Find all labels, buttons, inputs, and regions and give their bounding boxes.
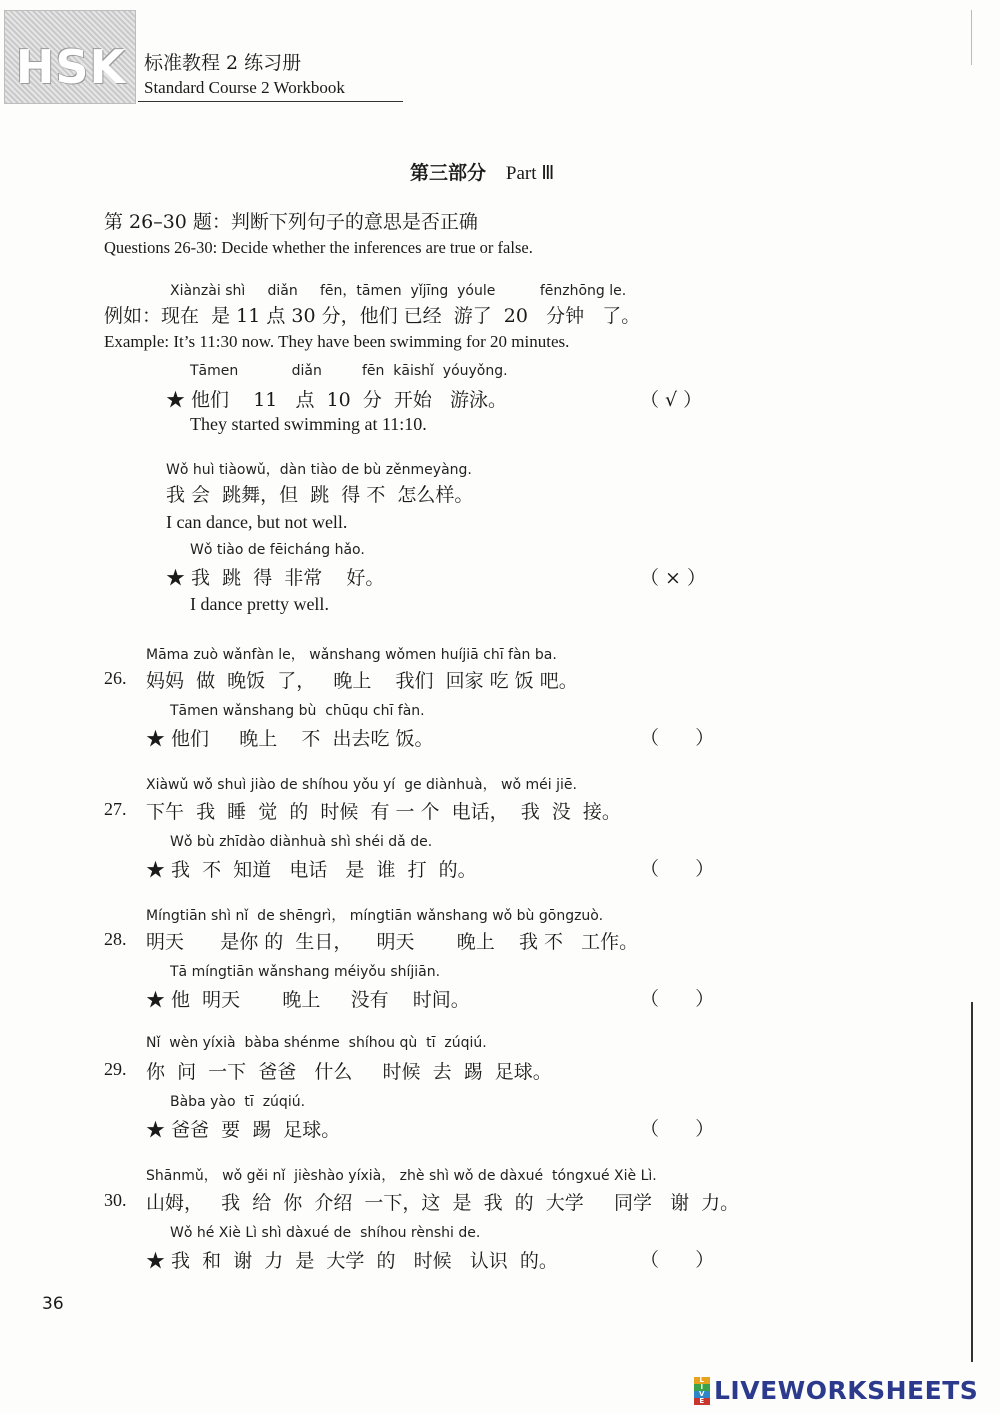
q28-number: 28. (104, 929, 127, 949)
q30-pinyin: Shānmǔ， wǒ gěi nǐ jièshào yíxià， zhè shì wǒ de dàxué tóngxué Xiè Lì. (146, 1168, 657, 1184)
q28-answer-blank[interactable]: （ ） (640, 988, 715, 1010)
q30-statement-pinyin: Wǒ hé Xiè Lì shì dàxué de shíhou rènshi de. (170, 1225, 481, 1241)
q27-number: 27. (104, 799, 127, 819)
q27-statement-pinyin: Wǒ bù zhīdào diànhuà shì shéi dǎ de. (170, 834, 433, 850)
badge-letter-e: E (694, 1398, 710, 1405)
header-rule (138, 101, 403, 102)
example-statement: ★ 他们 11 点 10 分 开始 游泳。 (166, 389, 508, 411)
q26-number: 26. (104, 668, 127, 688)
q27-answer-blank[interactable]: （ ） (640, 858, 715, 880)
q28-statement: ★ 他 明天 晚上 没有 时间。 (146, 989, 470, 1011)
q26-pinyin: Māma zuò wǎnfàn le， wǎnshang wǒmen huíjiā chī fàn ba. (146, 647, 557, 663)
book-title-en: Standard Course 2 Workbook (144, 78, 345, 97)
q28-statement-pinyin: Tā míngtiān wǎnshang méiyǒu shíjiān. (170, 964, 441, 980)
liveworksheets-badge-icon (694, 1377, 710, 1405)
q30-answer-blank[interactable]: （ ） (640, 1249, 715, 1271)
part-title-cn: 第三部分 (410, 162, 487, 184)
q27-text: 下午 我 睡 觉 的 时候 有 一 个 电话， 我 没 接。 (146, 801, 621, 823)
q30-number: 30. (104, 1190, 127, 1210)
q29-answer-blank[interactable]: （ ） (640, 1118, 715, 1140)
example2-english: I can dance, but not well. (166, 512, 348, 532)
example2-statement-pinyin: Wǒ tiào de fēicháng hǎo. (190, 542, 365, 558)
q27-statement: ★ 我 不 知道 电话 是 谁 打 的。 (146, 859, 477, 881)
q29-statement-pinyin: Bàba yào tī zúqiú. (170, 1094, 306, 1110)
part-title-en: Part Ⅲ (505, 163, 555, 184)
example-english: Example: It’s 11:30 now. They have been swimming for 20 minutes. (104, 332, 570, 351)
part-title (410, 158, 554, 185)
q29-pinyin: Nǐ wèn yíxià bàba shénme shíhou qù tī zúqiú. (146, 1035, 487, 1051)
q26-statement-pinyin: Tāmen wǎnshang bù chūqu chī fàn. (170, 703, 425, 719)
q28-text: 明天 是你 的 生日， 明天 晚上 我 不 工作。 (146, 931, 639, 953)
q26-text: 妈妈 做 晚饭 了， 晚上 我们 回家 吃 饭 吧。 (146, 670, 578, 692)
example2-answer: （ × ） (640, 567, 706, 589)
q27-pinyin: Xiàwǔ wǒ shuì jiào de shíhou yǒu yí ge diànhuà， wǒ méi jiē. (146, 777, 577, 793)
q30-text: 山姆， 我 给 你 介绍 一下，这 是 我 的 大学 同学 谢 力。 (146, 1192, 740, 1214)
example-answer: （ √ ） (640, 389, 703, 411)
book-title-cn: 标准教程 2 练习册 (144, 52, 302, 74)
liveworksheets-brand-text: LIVEWORKSHEETS (714, 1376, 979, 1405)
instruction-en: Questions 26-30: Decide whether the inferences are true or false. (104, 238, 533, 257)
scan-edge-mark-top (971, 10, 972, 65)
q29-statement: ★ 爸爸 要 踢 足球。 (146, 1119, 341, 1141)
example2-text: 我 会 跳舞，但 跳 得 不 怎么样。 (166, 484, 474, 506)
example-pinyin: Xiànzài shì diǎn fēn，tāmen yǐjīng yóule fēnzhōng le. (170, 283, 627, 299)
instruction-cn: 第 26–30 题：判断下列句子的意思是否正确 (104, 211, 478, 233)
q28-pinyin: Míngtiān shì nǐ de shēngrì， míngtiān wǎnshang wǒ bù gōngzuò. (146, 908, 604, 924)
scan-edge-mark-bottom (971, 1002, 973, 1362)
q29-number: 29. (104, 1059, 127, 1079)
hsk-logo-text: HSK (15, 40, 127, 94)
liveworksheets-logo (694, 1376, 978, 1405)
example2-pinyin: Wǒ huì tiàowǔ，dàn tiào de bù zěnmeyàng. (166, 462, 472, 478)
q26-statement: ★ 他们 晚上 不 出去吃 饭。 (146, 728, 434, 750)
page-number: 36 (42, 1294, 64, 1314)
badge-letter-l: L (694, 1377, 710, 1384)
badge-letter-v: V (694, 1391, 710, 1398)
example2-statement: ★ 我 跳 得 非常 好。 (166, 567, 385, 589)
q26-answer-blank[interactable]: （ ） (640, 727, 715, 749)
example-statement-english: They started swimming at 11:10. (190, 414, 427, 434)
badge-letter-i: I (694, 1384, 710, 1391)
example-text: 例如：现在 是 11 点 30 分，他们 已经 游了 20 分钟 了。 (104, 305, 641, 327)
q30-statement: ★ 我 和 谢 力 是 大学 的 时候 认识 的。 (146, 1250, 558, 1272)
example-statement-pinyin: Tāmen diǎn fēn kāishǐ yóuyǒng. (190, 363, 508, 379)
example2-statement-english: I dance pretty well. (190, 594, 329, 614)
q29-text: 你 问 一下 爸爸 什么 时候 去 踢 足球。 (146, 1061, 552, 1083)
